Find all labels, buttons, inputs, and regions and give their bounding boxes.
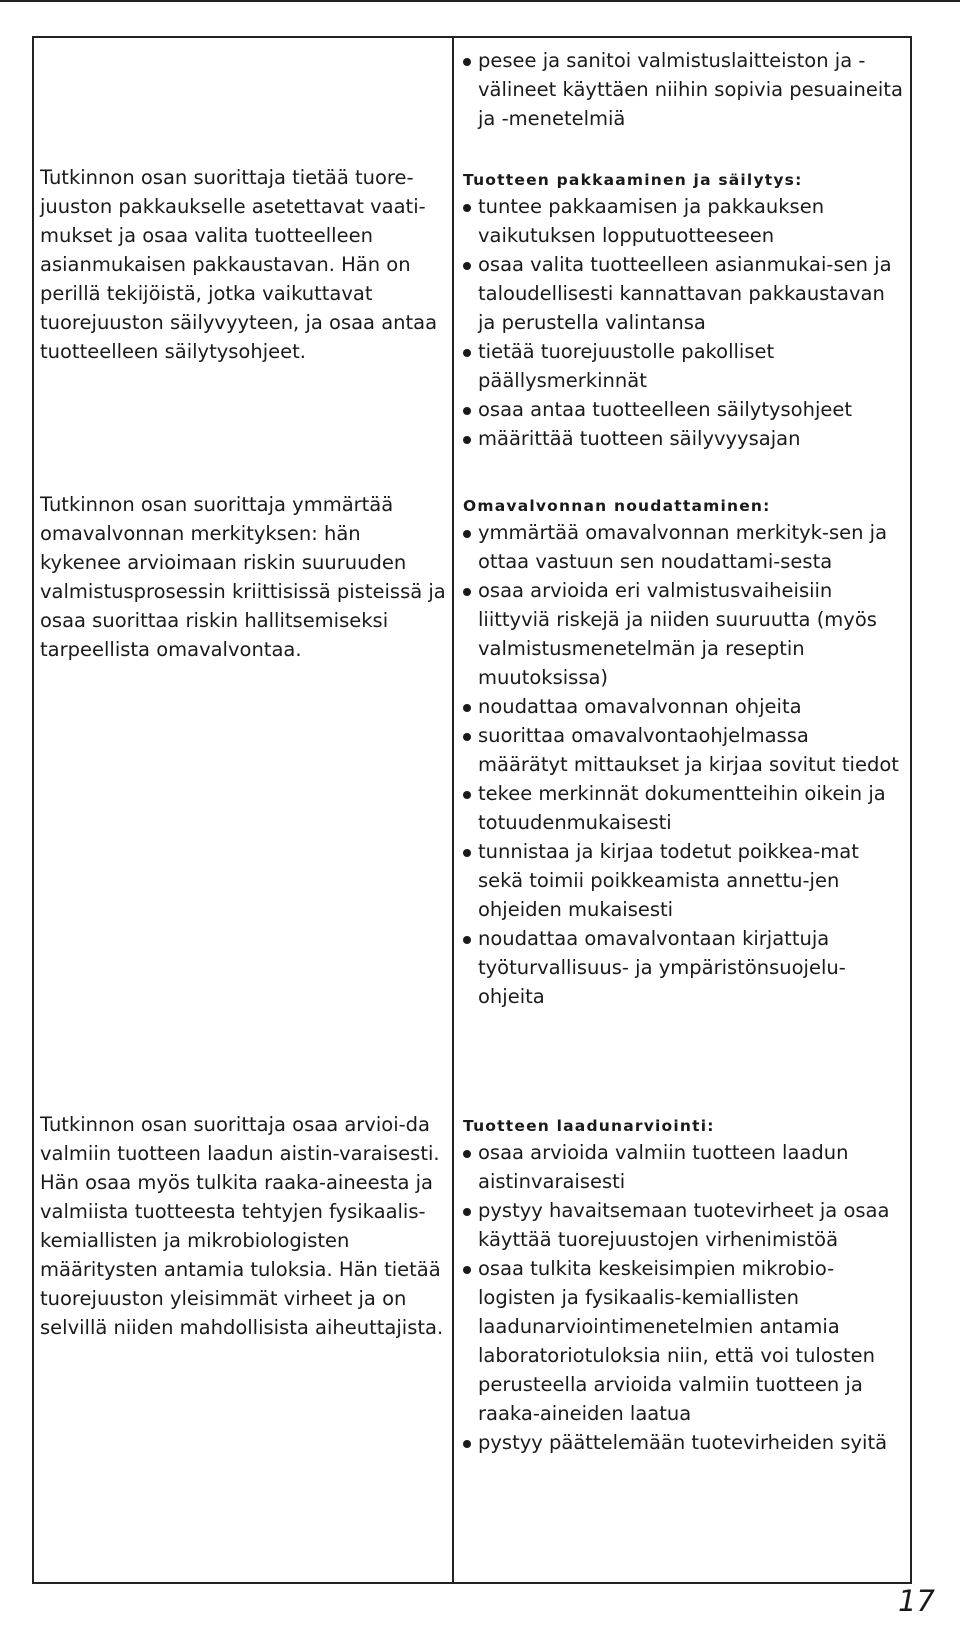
right-section-self-monitoring: [463, 494, 903, 1011]
bullet-list: [463, 518, 903, 1011]
section-heading: Omavalvonnan noudattaminen:: [463, 497, 771, 515]
bullet-list: [463, 46, 903, 133]
list-item: tuntee pakkaamisen ja pakkauksen vaikutuksen lopputuotteeseen: [463, 192, 903, 250]
list-item: suorittaa omavalvontaohjelmassa määrätyt mittaukset ja kirjaa sovitut tiedot: [463, 721, 903, 779]
list-item: osaa arvioida eri valmistusvaiheisiin liittyviä riskejä ja niiden suuruutta (myös valmistusmenetelmän ja reseptin muutoksissa): [463, 576, 903, 692]
right-section-packaging: [463, 168, 903, 453]
section-heading: Tuotteen pakkaaminen ja säilytys:: [463, 171, 803, 189]
bullet-list: [463, 1138, 903, 1457]
list-item: pystyy havaitsemaan tuotevirheet ja osaa käyttää tuorejuustojen virhenimistöä: [463, 1196, 903, 1254]
list-item: osaa tulkita keskeisimpien mikrobio-logisten ja fysikaalis-kemiallisten laadunarviointimenetelmien antamia laboratoriotuloksia niin, että voi tulosten perusteella arvioida valmiin tuotteen ja raaka-aineiden laatua: [463, 1254, 903, 1428]
right-section-quality: [463, 1114, 903, 1457]
list-item: tunnistaa ja kirjaa todetut poikkea-mat sekä toimii poikkeamista annettu-jen ohjeiden mukaisesti: [463, 837, 903, 924]
left-paragraph-packaging: Tutkinnon osan suorittaja tietää tuore-juuston pakkaukselle asetettavat vaati-mukset ja osaa valita tuotteelleen asianmukaisen pakkaustavan. Hän on perillä tekijöistä, jotka vaikuttavat tuorejuuston säilyvyyteen, ja osaa antaa tuotteelleen säilytysohjeet.: [40, 166, 438, 363]
list-item: ymmärtää omavalvonnan merkityk-sen ja ottaa vastuun sen noudattami-sesta: [463, 518, 903, 576]
page-number: 17: [898, 1584, 935, 1618]
list-item: osaa valita tuotteelleen asianmukai-sen ja taloudellisesti kannattavan pakkaustavan ja perustella valintansa: [463, 250, 903, 337]
list-item: osaa antaa tuotteelleen säilytysohjeet: [463, 395, 903, 424]
left-paragraph-quality: Tutkinnon osan suorittaja osaa arvioi-da valmiin tuotteen laadun aistin-varaisesti. Hän osaa myös tulkita raaka-aineesta ja valmiista tuotteesta tehtyjen fysikaalis-kemiallisten ja mikrobiologisten määritysten antamia tuloksia. Hän tietää tuorejuuston yleisimmät virheet ja on selvillä niiden mahdollisista aiheuttajista.: [40, 1113, 444, 1339]
column-divider: [452, 36, 454, 1584]
top-rule: [0, 0, 960, 2]
bullet-list: [463, 192, 903, 453]
list-item: pesee ja sanitoi valmistuslaitteiston ja -välineet käyttäen niihin sopivia pesuaineita ja -menetelmiä: [463, 46, 903, 133]
section-heading: Tuotteen laadunarviointi:: [463, 1117, 715, 1135]
list-item: tekee merkinnät dokumentteihin oikein ja totuudenmukaisesti: [463, 779, 903, 837]
list-item: tietää tuorejuustolle pakolliset päällysmerkinnät: [463, 337, 903, 395]
list-item: pystyy päättelemään tuotevirheiden syitä: [463, 1428, 903, 1457]
list-item: määrittää tuotteen säilyvyysajan: [463, 424, 903, 453]
list-item: noudattaa omavalvonnan ohjeita: [463, 692, 903, 721]
list-item: osaa arvioida valmiin tuotteen laadun aistinvaraisesti: [463, 1138, 903, 1196]
left-paragraph-self-monitoring: Tutkinnon osan suorittaja ymmärtää omavalvonnan merkityksen: hän kykenee arvioimaan riskin suuruuden valmistusprosessin kriittisissä pisteissä ja osaa suorittaa riskin hallitsemiseksi tarpeellista omavalvontaa.: [40, 493, 446, 661]
list-item: noudattaa omavalvontaan kirjattuja työturvallisuus- ja ympäristönsuojelu-ohjeita: [463, 924, 903, 1011]
right-section-cleaning: [463, 46, 903, 133]
